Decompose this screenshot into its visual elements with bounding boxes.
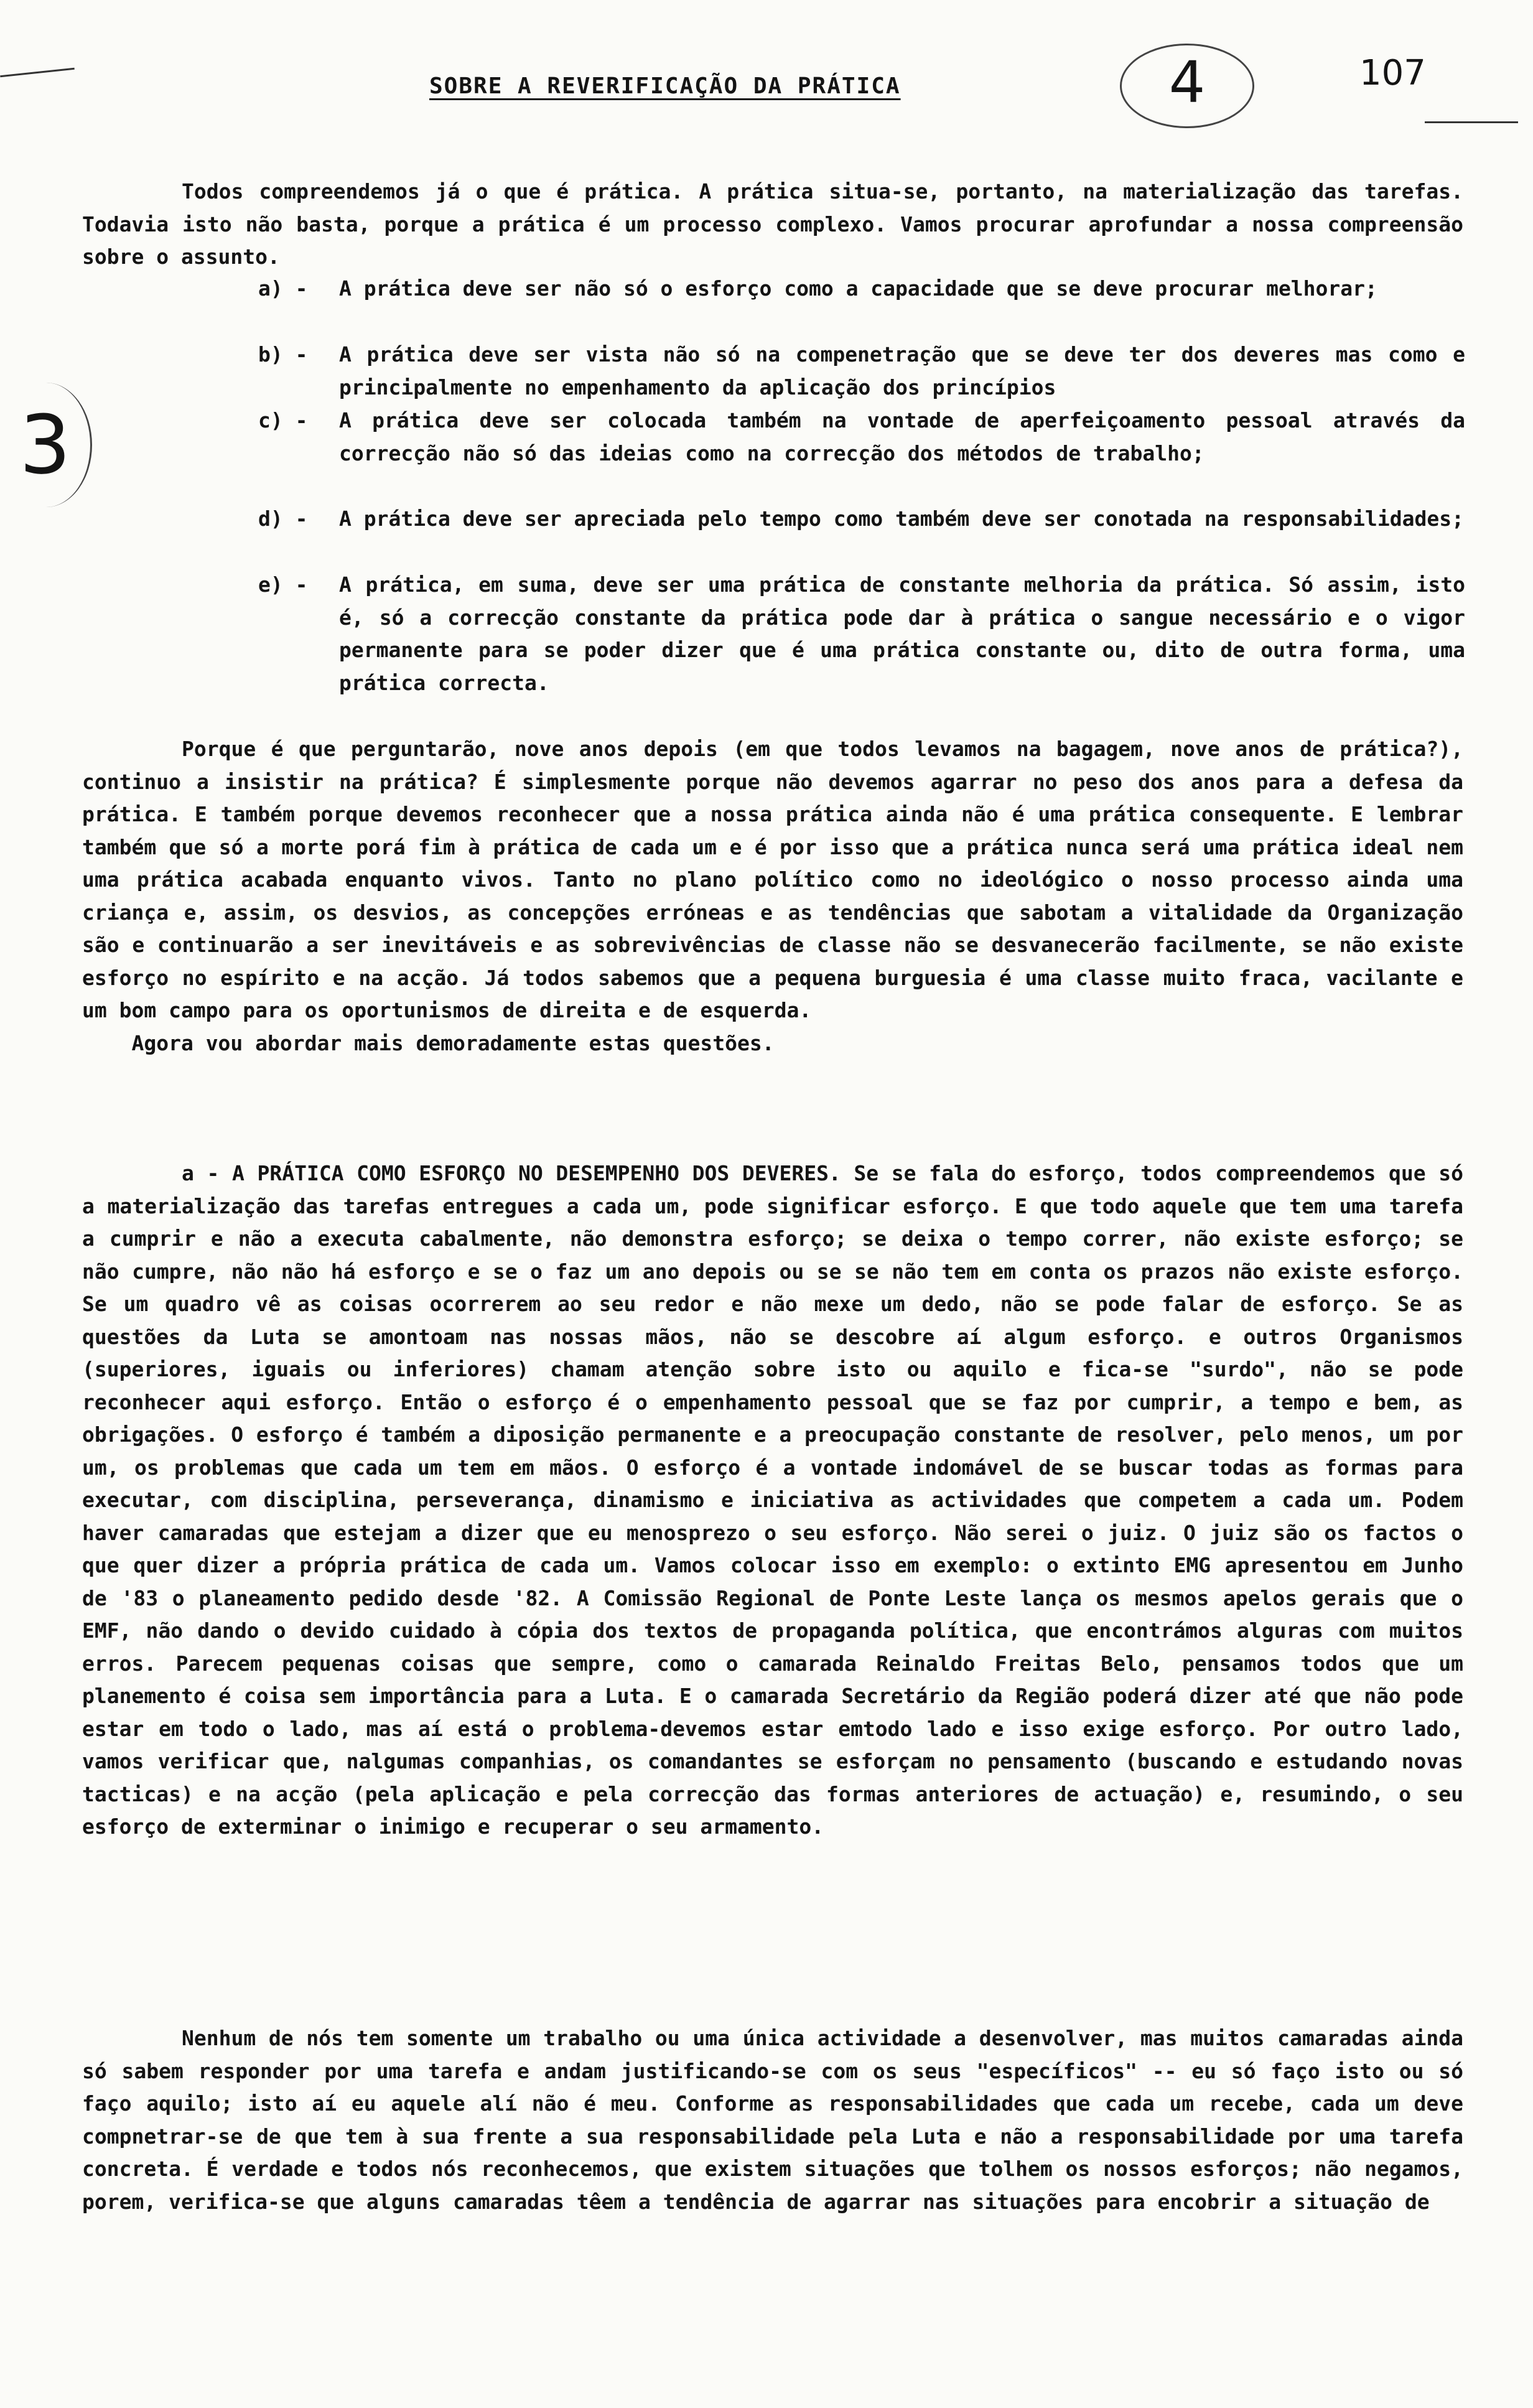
- list-item-a: [258, 273, 1465, 338]
- circled-page-number: 4: [1120, 44, 1254, 128]
- corner-pen-mark: [0, 68, 75, 78]
- list-item-text: A prática, em suma, deve ser uma prática de constante melhoria da prática. Só assim, isto é, só a correcção constante da prática pode dar à prática o sangue necessário e o vigor permanente para se poder dizer que é uma prática constante ou, dito de outra forma, uma prática correcta.: [339, 572, 1465, 695]
- list-item-label: b) -: [258, 342, 308, 366]
- paragraph-2: Porque é que perguntarão, nove anos depois (em que todos levamos na bagagem, nove anos de prática?), continuo a insistir na prática? É simplesmente porque não devemos agarrar no peso dos anos para a defesa da prática. E também porque devemos reconhecer que a nossa prática ainda não é uma prática consequente. E lembrar também que só a morte porá fim à prática de cada um e é por isso que a prática nunca será uma prática ideal nem uma prática acabada enquanto vivos. Tanto no plano político como no ideológico o nosso processo ainda uma criança e, assim, os desvios, as concepções erróneas e as tendências que sabotam a vitalidade da Organização são e continuarão a ser inevitáveis e as sobrevivências de classe não se desvanecerão facilmente, se não existe esforço no espírito e na acção. Já todos sabemos que a pequena burguesia é uma classe muito fraca, vacilante e um bom campo para os oportunismos de direita e de esquerda. Agora vou abordar mais demoradamente estas questões.: [82, 737, 1463, 1055]
- paragraph-4: Nenhum de nós tem somente um trabalho ou uma única actividade a desenvolver, mas muitos camaradas ainda só sabem responder por uma tarefa e andam justificando-se com os seus "específicos" -- eu só faço isto ou só faço aquilo; isto aí eu aquele alí não é meu. Conforme as responsabilidades que cada um recebe, cada um deve compnetrar-se de que tem à sua frente a sua responsabilidade pela Luta e não a responsabilidade por uma tarefa concreta. É verdade e todos nós reconhecemos, que existem situações que tolhem os nossos esforços; não negamos, porem, verifica-se que alguns camaradas têem a tendência de agarrar nas situações para encobrir a situação de: [82, 2026, 1476, 2214]
- list-item-text: A prática deve ser vista não só na compenetração que se deve ter dos deveres mas como e principalmente no empenhamento da aplicação dos princípios: [339, 342, 1465, 399]
- list-item-d: [258, 503, 1465, 568]
- list-item-c: [258, 404, 1465, 502]
- list-item-label: e) -: [258, 572, 308, 597]
- document-title: SOBRE A REVERIFICAÇÃO DA PRÁTICA: [429, 73, 901, 99]
- list-item-text: A prática deve ser não só o esforço como a capacidade que se deve procurar melhorar;: [339, 276, 1377, 301]
- margin-number: 3: [0, 383, 92, 507]
- paragraph-3-section-a: a - A PRÁTICA COMO ESFORÇO NO DESEMPENHO DOS DEVERES. Se se fala do esforço, todos compreendemos que só a materialização das tarefas entregues a cada um, pode significar esforço. E que todo aquele que tem uma tarefa a cumprir e não a executa cabalmente, não demonstra esforço; se deixa o tempo correr, não existe esforço; se não cumpre, não não há esforço e se o faz um ano depois ou se se não tem em conta os prazos não existe esforço. Se um quadro vê as coisas ocorrerem ao seu redor e não mexe um dedo, não se pode falar de esforço. Se as questões da Luta se amontoam nas nossas mãos, não se descobre aí algum esforço. e outros Organismos (superiores, iguais ou inferiores) chamam atenção sobre isto ou aquilo e fica-se "surdo", não se pode reconhecer aqui esforço. Então o esforço é o empenhamento pessoal que se faz por cumprir, a tempo e bem, as obrigações. O esforço é também a diposição permanente e a preocupação constante de resolver, pelo menos, um por um, os problemas que cada um tem em mãos. O esforço é a vontade indomável de se buscar todas as formas para executar, com disciplina, perseverança, dinamismo e iniciativa as actividades que competem a cada um. Podem haver camaradas que estejam a dizer que eu menosprezo o seu esforço. Não serei o juiz. O juiz são os factos o que quer dizer a própria prática de cada um. Vamos colocar isso em exemplo: o extinto EMG apresentou em Junho de '83 o planeamento pedido desde '82. A Comissão Regional de Ponte Leste lança os mesmos apelos gerais que o EMF, não dando o devido cuidado à cópia dos textos de propaganda política, que encontrámos alguras com muitos erros. Parecem pequenas coisas que sempre, como o camarada Reinaldo Freitas Belo, pensamos todos que um planemento é coisa sem importância para a Luta. E o camarada Secretário da Região poderá dizer até que não pode estar em todo o lado, mas aí está o problema-devemos estar emtodo lado e isso exige esforço. Por outro lado, vamos verificar que, nalgumas companhias, os comandantes se esforçam no pensamento (buscando e estudando novas tacticas) e na acção (pela aplicação e pela correcção das formas anteriores de actuação) e, resumindo, o seu esforço de exterminar o inimigo e recuperar o seu armamento.: [82, 1161, 1476, 1839]
- list-item-b: [258, 338, 1465, 404]
- archive-number: 107: [1359, 53, 1426, 93]
- list-item-text: A prática deve ser colocada também na vontade de aperfeiçoamento pessoal através da correcção não só das ideias como na correcção dos métodos de trabalho;: [339, 408, 1465, 465]
- list-item-label: a) -: [258, 276, 308, 301]
- list-item-label: c) -: [258, 408, 308, 432]
- list-item-label: d) -: [258, 506, 308, 531]
- corner-pen-mark-2: [1425, 121, 1518, 123]
- list-item-e: [258, 569, 1465, 699]
- list-item-text: A prática deve ser apreciada pelo tempo como também deve ser conotada na responsabilidades;: [339, 506, 1464, 531]
- intro-paragraph: Todos compreendemos já o que é prática. A prática situa-se, portanto, na materialização das tarefas. Todavia isto não basta, porque a prática é um processo complexo. Vamos procurar aprofundar a nossa compreensão sobre o assunto.: [82, 179, 1476, 269]
